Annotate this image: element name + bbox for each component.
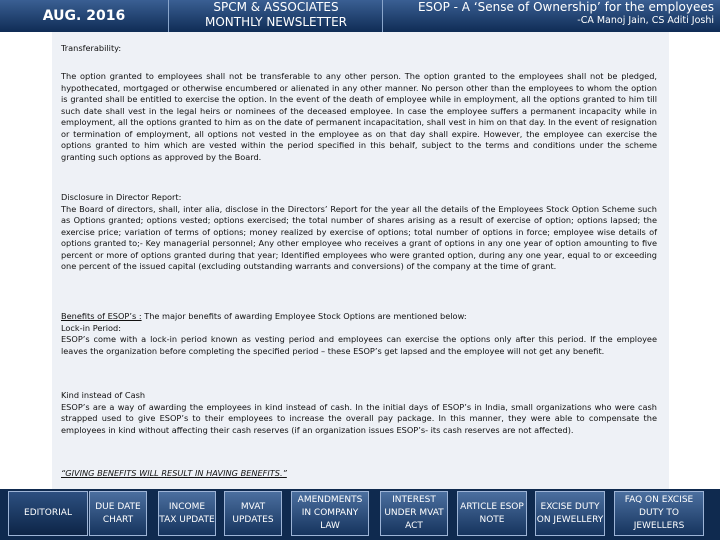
disclosure-heading: Disclosure in Director Report:: [61, 192, 182, 202]
page-header: [0, 0, 720, 32]
lockin-text: ESOP’s come with a lock-in period known as vesting period and employees can exercise the options only after this period. If the employee leaves the organization before completing the specified period – these ESOP’s get lapsed and the employee will not get any benefit.: [61, 334, 657, 356]
nav-excise-jewellery-button[interactable]: EXCISE DUTY ON JEWELLERY: [535, 491, 605, 536]
nav-faq-excise-button[interactable]: FAQ ON EXCISE DUTY TO JEWELLERS: [614, 491, 704, 536]
disclosure-section: [61, 192, 657, 273]
newsletter-title: [170, 0, 383, 32]
kind-text: ESOP’s are a way of awarding the employees in kind instead of cash. In the initial days of ESOP’s in India, small organizations who were cash strapped used to give ESOP’s to their employees to increase the overall pay package. In this manner, they were able to compensate the employees in kind without affecting their cash reserves (if an organization issues ESOP’s- its cash reserves are not affected).: [61, 401, 657, 435]
closing-quote: “GIVING BENEFITS WILL RESULT IN HAVING BENEFITS.”: [61, 468, 287, 478]
benefits-line: [61, 311, 657, 323]
nav-company-law-button[interactable]: AMENDMENTS IN COMPANY LAW: [291, 491, 369, 536]
benefits-section: [61, 311, 657, 357]
benefits-heading: Benefits of ESOP’s :: [61, 311, 142, 321]
transferability-text: The option granted to employees shall not be transferable to any other person. The option granted to the employees shall not be pledged, hypothecated, mortgaged or otherwise encumbered or alienated in any other manner. No person other than the employees to whom the option is granted shall be entitled to exercise the option. In the event of the death of employee while in employment, all the options granted to him till such date shall vest in the legal heirs or nominees of the deceased employee. In case the employee suffers a permanent incapacity while in employment, all the options granted to him as on the date of permanent incapacitation, shall vest in him on that day. In the event of resignation or termination of employment, all options not vested in the employee as on that day shall expire. However, the employee can exercise the options granted to him which are vested within the period specified in this behalf, subject to the terms and conditions under the scheme granting such options as approved by the Board.: [61, 71, 657, 162]
benefits-intro: The major benefits of awarding Employee Stock Options are mentioned below:: [141, 311, 467, 321]
lockin-heading: Lock-in Period:: [61, 322, 121, 333]
nav-editorial-button[interactable]: EDITORIAL: [8, 491, 88, 536]
nav-income-tax-update-button[interactable]: INCOME TAX UPDATE: [158, 491, 216, 536]
disclosure-text: The Board of directors, shall, inter alia, disclose in the Directors’ Report for the year all the details of the Employees Stock Option Scheme such as Options granted; options vested; options exercised; the total number of shares arising as a result of exercise of option; options lapsed; the exercise price; variation of terms of options; money realized by exercise of options; total number of options in force; employee wise details of options granted to;- Key managerial personnel; Any other employee who receives a grant of options in any one year of option amounting to five percent or more of options granted during that year; Identified employees who were granted option, during any one year, equal to or exceeding one percent of the issued capital (excluding outstanding warrants and conversions) of the company at the time of grant.: [61, 203, 657, 271]
kind-heading: Kind instead of Cash: [61, 390, 146, 400]
nav-mvat-updates-button[interactable]: MVAT UPDATES: [224, 491, 282, 536]
newsletter-date: AUG. 2016: [0, 0, 169, 32]
article-authors: -CA Manoj Jain, CS Aditi Joshi: [577, 15, 714, 26]
nav-due-date-chart-button[interactable]: DUE DATE CHART: [89, 491, 147, 536]
nav-article-esop-button[interactable]: ARTICLE ESOP NOTE: [457, 491, 527, 536]
nav-interest-mvat-button[interactable]: INTEREST UNDER MVAT ACT: [380, 491, 448, 536]
article-title: ESOP - A ‘Sense of Ownership’ for the employees: [417, 0, 714, 14]
newsletter-title-line2: MONTHLY NEWSLETTER: [204, 15, 348, 29]
article-header: [388, 0, 714, 32]
kind-section: [61, 390, 657, 436]
newsletter-title-line1: SPCM & ASSOCIATES: [213, 0, 339, 14]
transferability-heading: Transferability:: [61, 43, 122, 53]
